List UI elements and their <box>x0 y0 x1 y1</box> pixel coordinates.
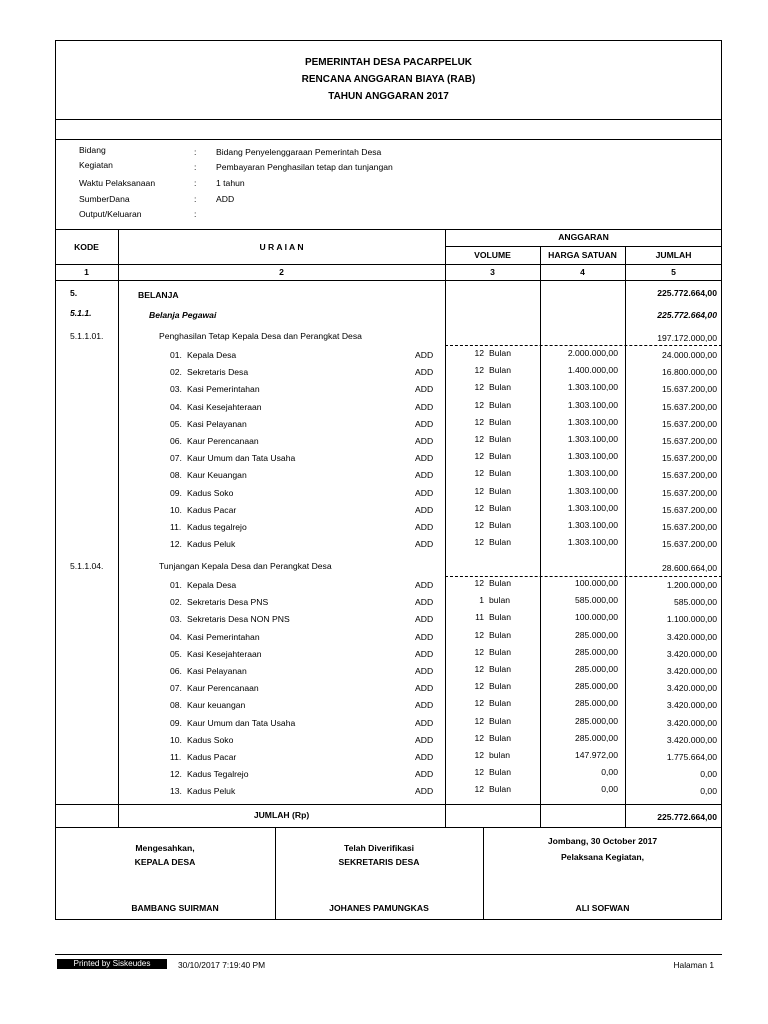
info-label-waktu: Waktu Pelaksanaan <box>79 178 156 188</box>
item-amount: 3.420.000,00 <box>666 734 717 745</box>
item-amount: 3.420.000,00 <box>666 700 717 711</box>
item-price: 285.000,00 <box>574 664 618 674</box>
footer-divider <box>55 954 722 955</box>
group1-code: 5.1.1.01. <box>70 331 104 341</box>
item-number: 09. <box>170 487 182 498</box>
item-price: 1.303.100,00 <box>567 485 618 496</box>
item-name: Kaur Umum dan Tata Usaha <box>187 453 296 464</box>
item-number: 05. <box>170 648 182 659</box>
item-number: 08. <box>170 700 182 711</box>
item-price: 1.303.100,00 <box>567 399 618 410</box>
item-source: ADD <box>415 666 434 676</box>
item-amount: 15.637.200,00 <box>662 436 717 446</box>
group2-label: Tunjangan Kepala Desa dan Perangkat Desa <box>159 561 332 571</box>
th-num-5: 5 <box>671 267 676 277</box>
item-number: 09. <box>170 717 182 728</box>
item-name: Kadus Peluk <box>187 539 236 550</box>
item-qty: 12 <box>474 485 484 496</box>
belanja-code: 5. <box>70 288 78 298</box>
item-unit: Bulan <box>489 612 511 623</box>
item-number: 02. <box>170 597 182 608</box>
item-price: 100.000,00 <box>574 578 618 588</box>
info-label-output: Output/Keluaran <box>79 209 142 219</box>
item-amount: 1.775.664,00 <box>666 752 717 762</box>
table-header-divider <box>55 264 722 265</box>
th-harga-satuan: HARGA SATUAN <box>548 250 617 260</box>
item-qty: 12 <box>474 784 484 795</box>
item-source: ADD <box>415 717 434 728</box>
sig-right-line1: Jombang, 30 October 2017 <box>547 836 658 846</box>
info-label-kegiatan: Kegiatan <box>79 160 113 170</box>
item-name: Kadus Tegalrejo <box>187 769 249 780</box>
item-amount: 15.637.200,00 <box>662 384 717 395</box>
item-qty: 12 <box>474 468 484 479</box>
item-amount: 15.637.200,00 <box>662 539 717 550</box>
item-unit: Bulan <box>489 399 511 410</box>
sig-mid-line2: SEKRETARIS DESA <box>338 857 420 867</box>
group1-total: 197.172.000,00 <box>657 333 717 343</box>
sig-right-line2: Pelaksana Kegiatan, <box>560 852 645 862</box>
item-price: 100.000,00 <box>574 612 618 623</box>
item-unit: Bulan <box>489 502 511 513</box>
item-amount: 1.100.000,00 <box>666 614 717 625</box>
item-name: Sekretaris Desa <box>187 367 249 378</box>
item-qty: 12 <box>474 348 484 358</box>
item-amount: 3.420.000,00 <box>666 648 717 659</box>
item-qty: 12 <box>474 715 484 726</box>
item-name: Kasi Pelayanan <box>187 666 247 676</box>
sig-left-name: BAMBANG SUIRMAN <box>131 903 219 913</box>
item-unit: Bulan <box>489 382 511 393</box>
item-number: 04. <box>170 631 182 642</box>
item-qty: 12 <box>474 629 484 640</box>
item-name: Kasi Pemerintahan <box>187 384 260 395</box>
item-source: ADD <box>415 648 434 659</box>
item-qty: 12 <box>474 520 484 530</box>
item-price: 1.303.100,00 <box>567 416 618 427</box>
item-source: ADD <box>415 580 434 590</box>
item-source: ADD <box>415 700 434 711</box>
item-amount: 15.637.200,00 <box>662 453 717 464</box>
item-qty: 12 <box>474 399 484 410</box>
info-sep-waktu: : <box>194 178 197 188</box>
info-value-waktu: 1 tahun <box>216 178 245 188</box>
info-sep-kegiatan: : <box>194 162 197 172</box>
item-qty: 1 <box>479 595 484 606</box>
item-amount: 3.420.000,00 <box>666 683 717 694</box>
item-number: 07. <box>170 453 182 464</box>
item-source: ADD <box>415 597 434 608</box>
page-number: Halaman 1 <box>673 960 714 970</box>
th-anggaran: ANGGARAN <box>558 232 609 242</box>
pegawai-code: 5.1.1. <box>70 308 92 318</box>
item-qty: 12 <box>474 416 484 427</box>
item-source: ADD <box>415 487 434 498</box>
item-number: 03. <box>170 384 182 395</box>
item-number: 02. <box>170 367 182 378</box>
item-amount: 3.420.000,00 <box>666 717 717 728</box>
item-number: 01. <box>170 350 182 360</box>
item-source: ADD <box>415 470 434 481</box>
item-source: ADD <box>415 683 434 694</box>
item-number: 06. <box>170 436 182 446</box>
th-num-3: 3 <box>490 267 495 277</box>
item-unit: Bulan <box>489 578 511 588</box>
title-line-1: PEMERINTAH DESA PACARPELUK <box>304 57 473 68</box>
group2-total: 28.600.664,00 <box>662 563 717 573</box>
item-source: ADD <box>415 384 434 395</box>
item-name: Kadus Pacar <box>187 504 237 515</box>
item-number: 04. <box>170 401 182 412</box>
item-source: ADD <box>415 367 434 378</box>
item-source: ADD <box>415 401 434 412</box>
item-name: Kasi Pelayanan <box>187 418 247 429</box>
item-price: 2.000.000,00 <box>567 348 618 358</box>
item-price: 285.000,00 <box>574 732 618 743</box>
item-price: 285.000,00 <box>574 698 618 709</box>
anggaran-divider <box>445 246 722 247</box>
sig-left-line1: Mengesahkan, <box>135 843 195 853</box>
item-name: Sekretaris Desa NON PNS <box>187 614 290 625</box>
item-source: ADD <box>415 453 434 464</box>
jumlah-value: 225.772.664,00 <box>657 812 717 822</box>
sig-mid-name: JOHANES PAMUNGKAS <box>329 903 429 913</box>
document-frame <box>55 40 722 920</box>
item-qty: 12 <box>474 365 484 376</box>
item-name: Kaur Perencanaan <box>187 683 259 694</box>
item-number: 12. <box>170 769 182 780</box>
item-unit: Bulan <box>489 416 511 427</box>
th-num-4: 4 <box>580 267 585 277</box>
item-unit: Bulan <box>489 646 511 657</box>
item-price: 1.303.100,00 <box>567 434 618 444</box>
item-amount: 0,00 <box>700 769 717 780</box>
info-sep-sumberdana: : <box>194 194 197 204</box>
item-price: 1.303.100,00 <box>567 537 618 548</box>
table-top-border <box>55 229 722 230</box>
item-number: 01. <box>170 580 182 590</box>
group2-code: 5.1.1.04. <box>70 561 104 571</box>
info-value-kegiatan: Pembayaran Penghasilan tetap dan tunjangan <box>216 162 393 172</box>
item-price: 285.000,00 <box>574 646 618 657</box>
header-divider <box>55 119 722 120</box>
item-source: ADD <box>415 769 434 780</box>
info-value-sumberdana: ADD <box>216 194 235 204</box>
info-sep-bidang: : <box>194 147 197 157</box>
item-number: 03. <box>170 614 182 625</box>
item-unit: Bulan <box>489 451 511 462</box>
item-unit: Bulan <box>489 365 511 376</box>
item-number: 07. <box>170 683 182 694</box>
item-unit: Bulan <box>489 715 511 726</box>
info-value-bidang: Bidang Penyelenggaraan Pemerintah Desa <box>216 147 382 157</box>
item-amount: 585.000,00 <box>673 597 717 608</box>
item-number: 11. <box>170 522 182 532</box>
th-uraian: U R A I A N <box>259 242 304 252</box>
item-amount: 15.637.200,00 <box>662 487 717 498</box>
item-unit: Bulan <box>489 664 511 674</box>
item-qty: 12 <box>474 681 484 692</box>
item-unit: Bulan <box>489 434 511 444</box>
th-jumlah: JUMLAH <box>655 250 692 260</box>
item-price: 0,00 <box>601 767 618 778</box>
group2-dashed-divider <box>445 576 722 577</box>
item-source: ADD <box>415 752 434 762</box>
item-qty: 12 <box>474 537 484 548</box>
item-source: ADD <box>415 418 434 429</box>
item-unit: Bulan <box>489 629 511 640</box>
title-line-3: TAHUN ANGGARAN 2017 <box>328 91 449 102</box>
item-price: 1.303.100,00 <box>567 468 618 479</box>
item-qty: 12 <box>474 578 484 588</box>
item-name: Kepala Desa <box>187 580 237 590</box>
item-amount: 0,00 <box>700 786 717 797</box>
sig-mid-line1: Telah Diverifikasi <box>343 843 415 853</box>
item-qty: 12 <box>474 698 484 709</box>
item-qty: 12 <box>474 646 484 657</box>
item-name: Sekretaris Desa PNS <box>187 597 269 608</box>
item-source: ADD <box>415 614 434 625</box>
item-price: 285.000,00 <box>574 629 618 640</box>
item-unit: Bulan <box>489 537 511 548</box>
item-unit: Bulan <box>489 767 511 778</box>
item-price: 285.000,00 <box>574 715 618 726</box>
item-price: 285.000,00 <box>574 681 618 692</box>
item-amount: 1.200.000,00 <box>666 580 717 590</box>
col-divider-kode <box>118 229 119 827</box>
print-timestamp: 30/10/2017 7:19:40 PM <box>178 960 266 970</box>
belanja-total: 225.772.664,00 <box>657 288 717 298</box>
item-source: ADD <box>415 734 434 745</box>
item-number: 08. <box>170 470 182 481</box>
item-qty: 12 <box>474 732 484 743</box>
item-name: Kadus Soko <box>187 734 234 745</box>
info-top-divider <box>55 139 722 140</box>
item-name: Kepala Desa <box>187 350 237 360</box>
item-qty: 12 <box>474 451 484 462</box>
item-unit: Bulan <box>489 468 511 479</box>
item-unit: Bulan <box>489 784 511 795</box>
item-qty: 12 <box>474 382 484 393</box>
item-amount: 15.637.200,00 <box>662 504 717 515</box>
th-num-1: 1 <box>84 267 89 277</box>
title-line-2: RENCANA ANGGARAN BIAYA (RAB) <box>301 74 476 85</box>
item-source: ADD <box>415 522 434 532</box>
item-number: 06. <box>170 666 182 676</box>
item-name: Kasi Kesejahteraan <box>187 401 262 412</box>
item-price: 1.303.100,00 <box>567 502 618 513</box>
item-qty: 11 <box>475 612 484 623</box>
belanja-label: BELANJA <box>138 290 179 300</box>
item-qty: 12 <box>474 664 484 674</box>
item-unit: Bulan <box>489 520 511 530</box>
item-number: 12. <box>170 539 182 550</box>
item-qty: 12 <box>474 502 484 513</box>
th-kode: KODE <box>74 242 99 252</box>
item-price: 147.972,00 <box>574 750 618 760</box>
item-amount: 15.637.200,00 <box>662 401 717 412</box>
item-amount: 16.800.000,00 <box>662 367 717 378</box>
sig-right-name: ALI SOFWAN <box>575 903 630 913</box>
item-unit: Bulan <box>489 485 511 496</box>
item-source: ADD <box>415 436 434 446</box>
sig-left-line2: KEPALA DESA <box>134 857 196 867</box>
printed-by-badge: Printed by Siskeudes <box>57 959 167 969</box>
item-source: ADD <box>415 786 434 797</box>
item-number: 10. <box>170 734 182 745</box>
item-number: 13. <box>170 786 182 797</box>
item-qty: 12 <box>474 434 484 444</box>
item-unit: Bulan <box>489 698 511 709</box>
item-price: 1.303.100,00 <box>567 382 618 393</box>
pegawai-label: Belanja Pegawai <box>149 310 217 320</box>
item-name: Kadus tegalrejo <box>187 522 247 532</box>
table-body-bottom <box>55 804 722 805</box>
info-label-sumberdana: SumberDana <box>79 194 130 204</box>
item-unit: bulan <box>489 595 511 606</box>
item-qty: 12 <box>474 750 484 760</box>
th-volume: VOLUME <box>474 250 511 260</box>
item-number: 05. <box>170 418 182 429</box>
col-divider-uraian <box>445 229 446 827</box>
item-name: Kaur Umum dan Tata Usaha <box>187 717 296 728</box>
item-source: ADD <box>415 631 434 642</box>
item-unit: Bulan <box>489 348 511 358</box>
item-price: 1.400.000,00 <box>567 365 618 376</box>
item-source: ADD <box>415 539 434 550</box>
item-source: ADD <box>415 350 434 360</box>
item-name: Kasi Kesejahteraan <box>187 648 262 659</box>
group1-label: Penghasilan Tetap Kepala Desa dan Perangkat Desa <box>159 331 362 341</box>
column-number-divider <box>55 280 722 281</box>
total-row-bottom <box>55 827 722 828</box>
item-name: Kadus Peluk <box>187 786 236 797</box>
item-name: Kadus Pacar <box>187 752 237 762</box>
th-num-2: 2 <box>279 267 284 277</box>
pegawai-total: 225.772.664,00 <box>657 310 717 320</box>
item-price: 1.303.100,00 <box>567 520 618 530</box>
item-name: Kaur keuangan <box>187 700 246 711</box>
item-price: 585.000,00 <box>574 595 618 606</box>
item-amount: 15.637.200,00 <box>662 522 717 532</box>
item-unit: Bulan <box>489 681 511 692</box>
group1-dashed-divider <box>445 345 722 346</box>
item-amount: 15.637.200,00 <box>662 418 717 429</box>
item-unit: bulan <box>489 750 511 760</box>
item-amount: 3.420.000,00 <box>666 631 717 642</box>
item-name: Kadus Soko <box>187 487 234 498</box>
item-name: Kaur Keuangan <box>187 470 247 481</box>
item-price: 1.303.100,00 <box>567 451 618 462</box>
item-qty: 12 <box>474 767 484 778</box>
item-amount: 3.420.000,00 <box>666 666 717 676</box>
item-name: Kasi Pemerintahan <box>187 631 260 642</box>
item-number: 11. <box>170 752 182 762</box>
info-sep-output: : <box>194 209 197 219</box>
item-name: Kaur Perencanaan <box>187 436 259 446</box>
item-amount: 15.637.200,00 <box>662 470 717 481</box>
item-number: 10. <box>170 504 182 515</box>
item-source: ADD <box>415 504 434 515</box>
item-unit: Bulan <box>489 732 511 743</box>
info-label-bidang: Bidang <box>79 145 106 155</box>
item-amount: 24.000.000,00 <box>662 350 717 360</box>
item-price: 0,00 <box>601 784 618 795</box>
jumlah-label: JUMLAH (Rp) <box>253 810 310 820</box>
